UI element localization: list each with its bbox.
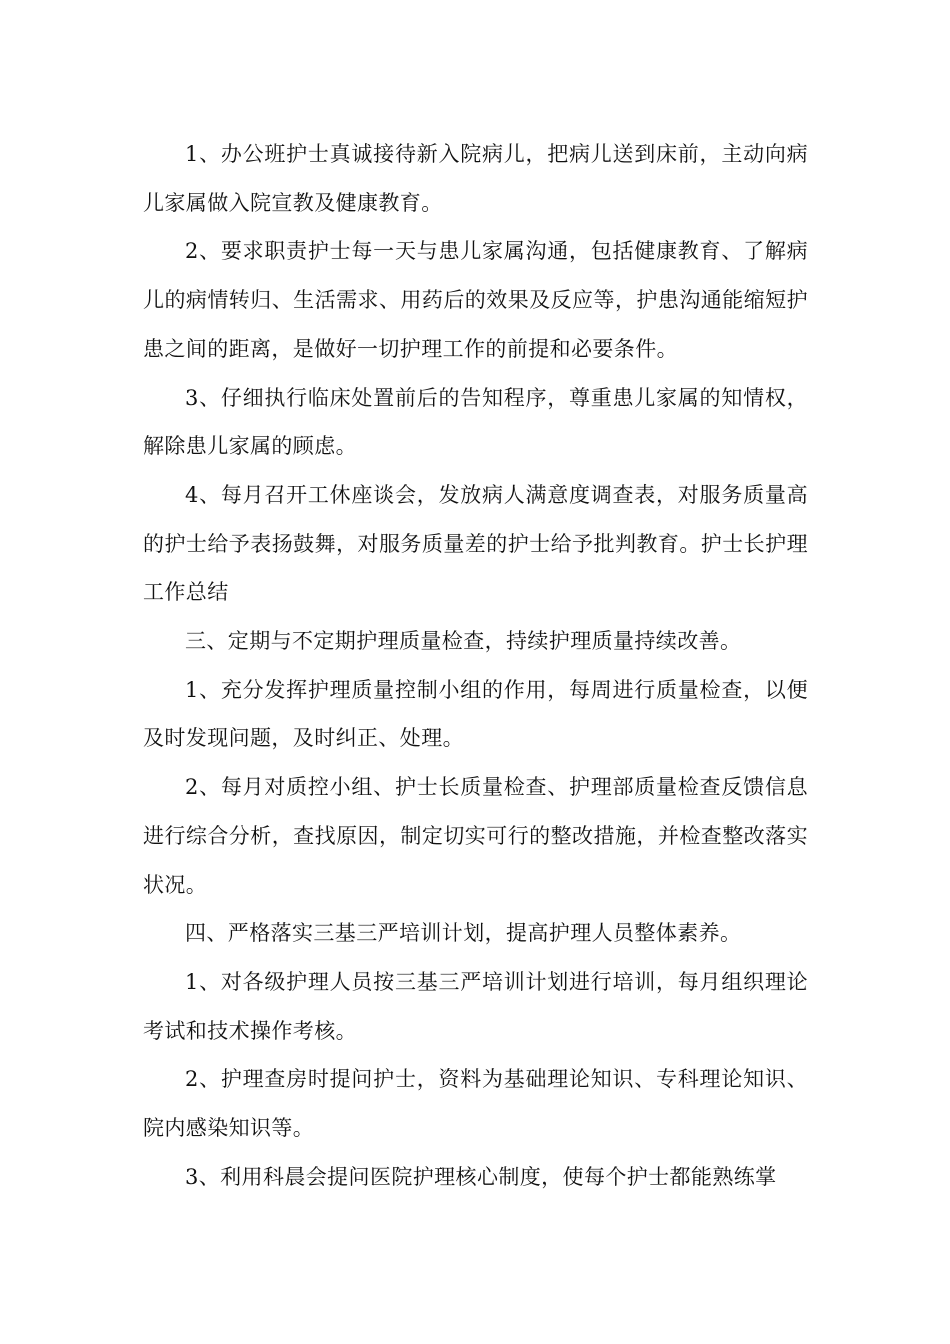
paragraph-1: 1、办公班护士真诚接待新入院病儿，把病儿送到床前，主动向病儿家属做入院宣教及健康教育。	[143, 142, 808, 215]
paragraph-2: 2、要求职责护士每一天与患儿家属沟通，包括健康教育、了解病儿的病情转归、生活需求、用药后的效果及反应等，护患沟通能缩短护患之间的距离，是做好一切护理工作的前提和必要条件。	[143, 239, 808, 361]
section-heading-4: 四、严格落实三基三严培训计划，提高护理人员整体素养。	[185, 921, 742, 946]
section-heading-3: 三、定期与不定期护理质量检查，持续护理质量持续改善。	[185, 629, 742, 654]
paragraph-5: 1、充分发挥护理质量控制小组的作用，每周进行质量检查，以便及时发现问题，及时纠正、处理。	[143, 677, 808, 751]
paragraph-4: 4、每月召开工休座谈会，发放病人满意度调查表，对服务质量高的护士给予表扬鼓舞，对服务质量差的护士给予批判教育。护士长护理工作总结	[143, 482, 808, 605]
document-body	[143, 130, 808, 1201]
paragraph-9: 3、利用科晨会提问医院护理核心制度，使每个护士都能熟练掌	[185, 1164, 777, 1189]
paragraph-6: 2、每月对质控小组、护士长质量检查、护理部质量检查反馈信息进行综合分析，查找原因，制定切实可行的整改措施，并检查整改落实状况。	[143, 775, 808, 897]
paragraph-8: 2、护理查房时提问护士，资料为基础理论知识、专科理论知识、院内感染知识等。	[143, 1067, 808, 1141]
paragraph-3: 3、仔细执行临床处置前后的告知程序，尊重患儿家属的知情权，解除患儿家属的顾虑。	[143, 385, 808, 459]
paragraph-7: 1、对各级护理人员按三基三严培训计划进行培训，每月组织理论考试和技术操作考核。	[143, 969, 808, 1043]
